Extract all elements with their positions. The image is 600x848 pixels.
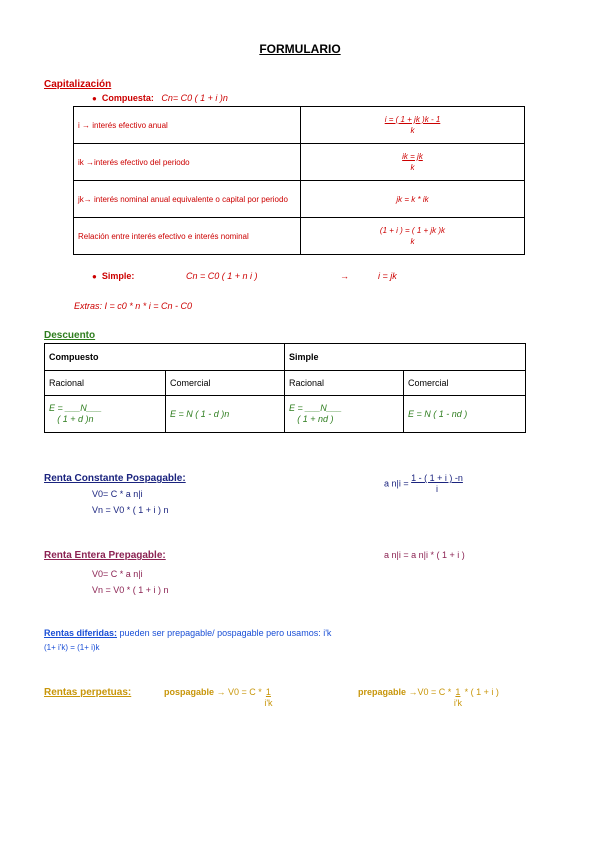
simple-formula: Cn = C0 ( 1 + n i ) <box>186 271 258 281</box>
col-compuesto: Compuesto <box>45 344 285 371</box>
compuesta-label: Compuesta: <box>101 93 154 103</box>
perpetua-pospagable: pospagable → V0 = C * $\frac{1}{i'k}$ <box>164 687 273 708</box>
racional-1: Racional <box>45 371 166 396</box>
pospagable-line-2: Vn = V0 * ( 1 + i ) n <box>92 505 169 515</box>
table-row <box>45 344 526 371</box>
cap-row-2-right: $\frac{ik = jk}{k}$ <box>301 144 525 181</box>
formula-compuesto-comercial: E = N ( 1 - d )n <box>166 396 285 433</box>
cap-row-3-left: jk→ interés nominal anual equivalente o capital por periodo <box>74 181 301 218</box>
capitalizacion-table <box>73 106 525 255</box>
compuesta-line: ● Compuesta: Cn= C0 ( 1 + i )n <box>92 93 228 103</box>
formula-simple-comercial: E = N ( 1 - nd ) <box>404 396 526 433</box>
page-title: FORMULARIO <box>259 42 341 56</box>
pospagable-line-1: V0= C * a n|i <box>92 489 143 499</box>
cap-row-1-right: $\frac{i = ( 1 + jk )k - 1}{k}$ <box>301 107 525 144</box>
prepagable-line-1: V0= C * a n|i <box>92 569 143 579</box>
simple-label: Simple: <box>101 271 135 281</box>
pospagable-annuity: a n|i = $\frac{1 - ( 1 + i ) -n}{i}$ <box>384 473 463 494</box>
simple-line: ● Simple: <box>92 271 135 281</box>
comercial-1: Comercial <box>166 371 285 396</box>
cap-row-1-left: i → interés efectivo anual <box>74 107 301 144</box>
perpetua-prepagable: prepagable →V0 = C * $\frac{1}{i'k}$ * ( 1 + i ) <box>358 687 499 708</box>
cap-row-4-right: (1 + i ) = ( 1 + jk )k k <box>301 218 525 255</box>
descuento-heading: Descuento <box>44 330 96 341</box>
capitalizacion-heading: Capitalización <box>44 79 112 90</box>
renta-pospagable-heading: Renta Constante Pospagable: <box>44 473 186 484</box>
renta-prepagable-heading: Renta Entera Prepagable: <box>44 550 166 561</box>
cap-row-3-right: jk = k * ik <box>301 181 525 218</box>
formula-simple-racional: E = ___N___ ( 1 + nd ) <box>285 396 404 433</box>
prepagable-line-2: Vn = V0 * ( 1 + i ) n <box>92 585 169 595</box>
simple-arrow: → <box>340 271 349 281</box>
col-simple: Simple <box>285 344 526 371</box>
table-row <box>74 218 525 255</box>
table-row <box>74 107 525 144</box>
simple-relation: i = jk <box>378 271 397 281</box>
comercial-2: Comercial <box>404 371 526 396</box>
cap-row-4-left: Relación entre interés efectivo e interés nominal <box>74 218 301 255</box>
rentas-diferidas-heading: Rentas diferidas: <box>44 628 118 638</box>
rentas-diferidas-text: pueden ser prepagable/ pospagable pero usamos: i'k <box>119 628 332 638</box>
table-row <box>74 181 525 218</box>
extras-line: Extras: I = c0 * n * i = Cn - C0 <box>74 301 193 311</box>
racional-2: Racional <box>285 371 404 396</box>
table-row <box>74 144 525 181</box>
formula-compuesto-racional: E = ___N___ ( 1 + d )n <box>45 396 166 433</box>
rentas-diferidas-formula: (1+ i'k) = (1+ i)k <box>44 643 100 652</box>
cap-row-2-left: ik →interés efectivo del periodo <box>74 144 301 181</box>
table-row <box>45 396 526 433</box>
rentas-perpetuas-heading: Rentas perpetuas: <box>44 687 132 698</box>
descuento-table <box>44 343 526 433</box>
rentas-diferidas-line <box>44 628 331 638</box>
prepagable-annuity: a n|i = a n|i * ( 1 + i ) <box>384 550 465 560</box>
compuesta-formula: Cn= C0 ( 1 + i )n <box>161 93 228 103</box>
table-row <box>45 371 526 396</box>
